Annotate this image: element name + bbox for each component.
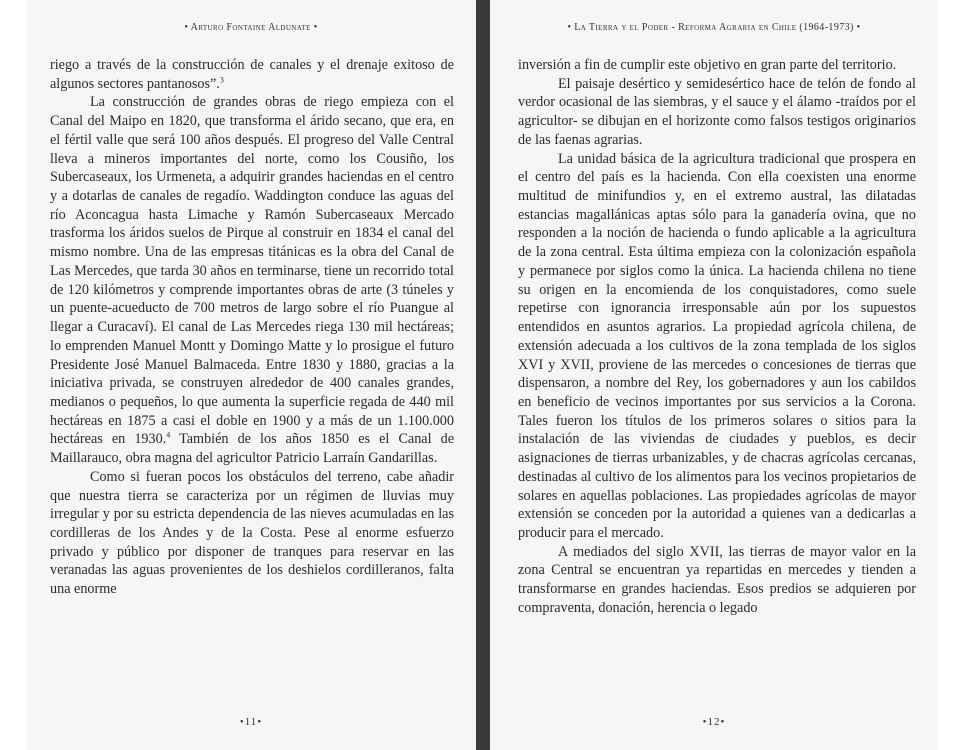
footnote-marker[interactable]: 3 <box>219 74 224 84</box>
paragraph <box>50 468 454 599</box>
paragraph <box>50 93 454 467</box>
paragraph <box>518 543 916 618</box>
page-number: •11• <box>239 716 263 728</box>
footnote-marker[interactable]: 4 <box>166 430 171 440</box>
paragraph-text: Como si fueran pocos los obstáculos del terreno, cabe añadir que nuestra tierra se caracteriza por un régimen de lluvias muy irregular y por su estricta dependencia de las nieves acumuladas en las cordilleras de los Andes y de la Costa. Pese al enorme esfuerzo privado y público por disponer de tranques para reservar en las veranadas las aguas provenientes de los deshielos cordilleranos, falta una enorme <box>50 468 454 598</box>
paragraph-text: El paisaje desértico y semidesértico hace de telón de fondo al verdor ocasional de las siembras, y el sauce y el álamo -traídos por el agricultor- se dibujan en el horizonte como falsos testigos originarios de las faenas agrarias. <box>518 75 916 148</box>
paragraph-text: inversión a fin de cumplir este objetivo en gran parte del territorio. <box>518 57 897 73</box>
paragraph-text: riego a través de la construcción de canales y el drenaje exitoso de algunos sectores pantanosos”. <box>50 57 454 92</box>
paragraph <box>518 75 916 150</box>
paragraph <box>50 56 454 93</box>
paragraph-text: También de los años 1850 es el Canal de Maillarauco, obra magna del agricultor Patricio Larraín Gandarillas. <box>50 431 454 467</box>
book-spine <box>476 0 490 750</box>
left-page <box>26 0 476 750</box>
paragraph-text: A mediados del siglo XVII, las tierras de mayor valor en la zona Central se encuentran ya repartidas en mercedes y tienden a transformarse en grandes haciendas. Esos predios se adquieren por compraventa, donación, herencia o legado <box>518 543 916 616</box>
running-header-title: • La Tierra y el Poder - Reforma Agraria en Chile (1964-1973) • <box>567 22 861 33</box>
paragraph <box>518 56 916 75</box>
paragraph-text: La unidad básica de la agricultura tradicional que prospera en el centro del país es la hacienda. Con ella coexisten una enorme multitud de minifundios y, en el extremo austral, las dilatadas estancias magallánicas aptas sólo para la ganadería ovina, que no responden a la noción de hacienda o fundo aplicable a la agricultura de la zona central. Esta última empieza con la colonización española y permanece por siglos como la única. La hacienda chilena no tiene su origen en la encomienda de los conquistadores, como suele repetirse con ignorancia irresponsable aún por los supuestos entendidos en asuntos agrarios. La propiedad agrícola chilena, de extensión adecuada a los cultivos de la zona templada de los siglos XVI y XVII, proviene de las mercedes o concesiones de tierras que dispensaron, a nombre del Rey, los gobernadores y aun los cabildos en beneficio de vecinos importantes por sus servicios a la Corona. Tales fueron los títulos de los primeros solares o sitios para la instalación de las viviendas de ciudades y pueblos, es decir asignaciones de tierras urbanizables, y de chacras agrícolas cercanas, destinadas al cultivo de los alimentos para los vecinos propietarios de solares en aquellas poblaciones. Las propiedades agrícolas de mayor extensión se conceden por la autoridad a quienes van a dedicarlas a producir para el mercado. <box>518 150 916 541</box>
page-number: •12• <box>702 716 726 728</box>
paragraph-text: La construcción de grandes obras de riego empieza con el Canal del Maipo en 1820, que transforma el árido secano, que era, en el fértil valle que será 100 años después. El progreso del Valle Central lleva a mineros importantes del norte, como los Cousiño, los Subercaseaux, los Urmeneta, a adquirir grandes haciendas en el centro y a dotarlas de canales de regadío. Waddington conduce las aguas del río Aconcagua hasta Limache y Ramón Subercaseaux Mercado trasforma los áridos suelos de Pirque al construir en 1834 el canal del mismo nombre. Una de las empresas titánicas es la obra del Canal de Las Mercedes, que tarda 30 años en terminarse, tiene un recorrido total de 120 kilómetros y comprende importantes obras de arte (3 túneles y un puente-acueducto de 700 metros de largo sobre el río Puangue al llegar a Curacaví). El canal de Las Mercedes riega 130 mil hectáreas; lo emprenden Manuel Montt y Domingo Matte y lo prosigue el futuro Presidente José Manuel Balmaceda. Entre 1830 y 1880, gracias a la iniciativa privada, se construyen alrededor de 400 canales grandes, medianos o pequeños, lo que aumenta la superficie regada de 440 mil hectáreas en 1875 a casi el doble en 1900 y a más de un 1.100.000 hectáreas en 1930. <box>50 94 454 448</box>
paragraph <box>518 150 916 543</box>
left-page-body <box>50 56 454 599</box>
running-header-author: • Arturo Fontaine Aldunate • <box>184 22 318 33</box>
right-page <box>490 0 938 750</box>
right-page-body <box>518 56 916 618</box>
